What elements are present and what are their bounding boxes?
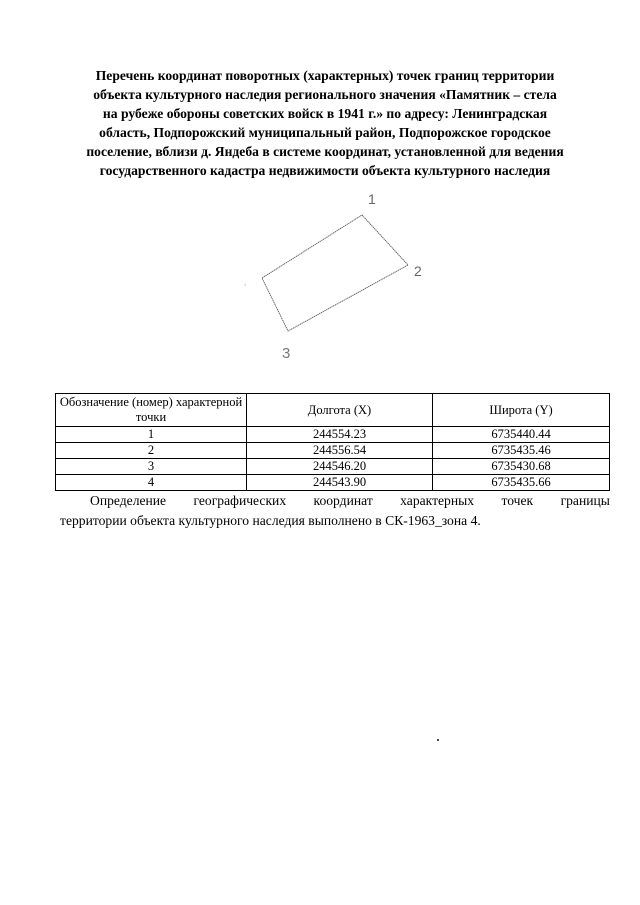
cell-point-number: 4: [56, 475, 247, 491]
table-row: [56, 443, 610, 459]
cell-latitude: 6735435.46: [433, 443, 610, 459]
point-label-3: 3: [282, 345, 291, 362]
point-label-1: 1: [368, 191, 376, 207]
note-word: характерных: [400, 493, 475, 508]
note-word: географических: [193, 493, 287, 508]
scan-speck: [437, 739, 439, 741]
title-line: на рубеже обороны советских войск в 1941 г.» по адресу: Ленинградская: [102, 106, 548, 121]
coordinates-table: [55, 393, 610, 491]
title-line: Перечень координат поворотных (характерных) точек границ территории: [95, 68, 555, 83]
cell-longitude: 244554.23: [247, 427, 433, 443]
point-label-2: 2: [414, 263, 422, 279]
cell-latitude: 6735430.68: [433, 459, 610, 475]
title-line: поселение, вблизи д. Яндеба в системе координат, установленной для ведения: [86, 144, 564, 159]
note-word: границы: [560, 493, 610, 508]
header-longitude: Долгота (X): [247, 394, 433, 427]
cell-longitude: 244556.54: [247, 443, 433, 459]
note-word: точек: [501, 493, 534, 508]
note-line-2: территории объекта культурного наследия выполнено в СК-1963_зона 4.: [60, 513, 481, 528]
document-title: [60, 66, 590, 180]
table-row: [56, 459, 610, 475]
table-header-row: [56, 394, 610, 427]
point-label-4: 4: [244, 282, 247, 287]
cell-latitude: 6735440.44: [433, 427, 610, 443]
header-latitude: Широта (Y): [433, 394, 610, 427]
note-line-1: [60, 491, 610, 511]
note-word: координат: [313, 493, 373, 508]
table-row: [56, 427, 610, 443]
title-line: объекта культурного наследия регионального значения «Памятник – стела: [93, 87, 557, 102]
boundary-sketch: [230, 188, 420, 368]
cell-point-number: 1: [56, 427, 247, 443]
cell-point-number: 2: [56, 443, 247, 459]
cell-longitude: 244543.90: [247, 475, 433, 491]
title-line: область, Подпорожский муниципальный район, Подпорожское городское: [99, 125, 551, 140]
note-word: Определение: [90, 493, 167, 508]
table-row: [56, 475, 610, 491]
cell-latitude: 6735435.66: [433, 475, 610, 491]
cell-longitude: 244546.20: [247, 459, 433, 475]
coordinate-system-note: [60, 491, 610, 531]
cell-point-number: 3: [56, 459, 247, 475]
title-line: государственного кадастра недвижимости объекта культурного наследия: [99, 163, 551, 178]
header-point-number: Обозначение (номер) характерной точки: [56, 394, 247, 427]
boundary-polygon: [262, 215, 408, 331]
